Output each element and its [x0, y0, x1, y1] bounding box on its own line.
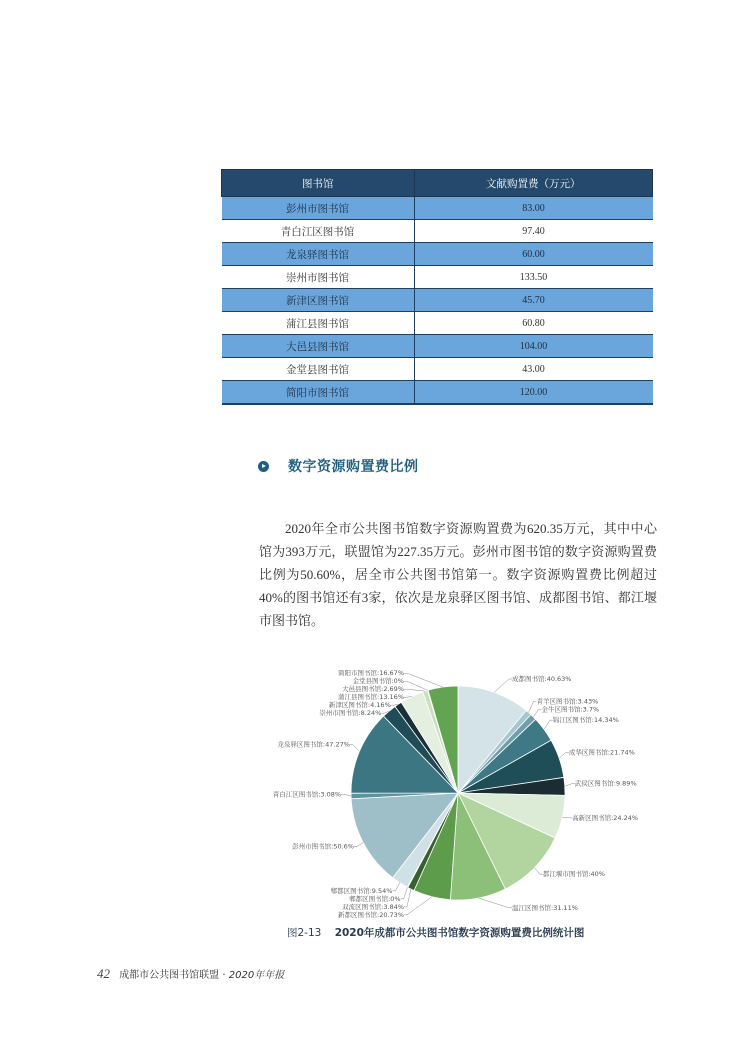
- data-label: 大邑县图书馆:2.69%: [342, 685, 404, 694]
- table-header-row: [222, 170, 653, 197]
- data-label: 青白江区图书馆:3.08%: [272, 790, 342, 799]
- leader-line: [404, 689, 425, 691]
- data-label: 新津区图书馆:4.16%: [328, 701, 391, 710]
- table-row: [222, 266, 653, 289]
- library-name-cell: 新津区图书馆: [222, 289, 415, 312]
- column-header-budget: 文献购置费（万元）: [414, 170, 653, 197]
- table-row: [222, 312, 653, 335]
- leader-line: [354, 843, 363, 847]
- pie-chart: [250, 670, 660, 920]
- data-label: 彭州市图书馆:50.6%: [292, 842, 354, 851]
- data-label: 郫都区图书馆:9.54%: [330, 886, 393, 895]
- leader-line: [350, 745, 360, 752]
- leader-line: [401, 887, 408, 898]
- library-name-cell: 金堂县图书馆: [222, 358, 415, 381]
- data-label: 都江堰市图书馆:40%: [542, 870, 605, 879]
- leader-line: [479, 898, 512, 908]
- body-paragraph: 2020年全市公共图书馆数字资源购置费为620.35万元，其中中心馆为393万元，联盟馆为227.35万元。彭州市图书馆的数字资源购置费比例为50.60%，居全市公共图书馆第一。数字资源购置费比例超过40%的图书馆还有3家，依次是龙泉驿区图书馆、成都图书馆、都江堰市图书馆。: [259, 521, 657, 628]
- leader-line: [565, 784, 575, 787]
- budget-value-cell: 104.00: [414, 335, 653, 358]
- budget-value-cell: 120.00: [414, 381, 653, 405]
- data-label: 高新区图书馆:24.24%: [572, 813, 639, 822]
- leader-line: [535, 868, 543, 874]
- footer-org: 成都市公共图书馆联盟: [119, 970, 220, 981]
- data-label: 武侯区图书馆:9.89%: [574, 779, 637, 788]
- footer-separator: ·: [222, 970, 226, 981]
- data-label: 蒲江县图书馆:13.16%: [338, 693, 404, 702]
- data-label: 锦江区图书馆:14.34%: [552, 716, 619, 725]
- data-label: 郫都区图书馆:0%: [349, 894, 401, 903]
- figure-caption: [287, 925, 584, 940]
- data-label: 青羊区图书馆:3.43%: [536, 697, 599, 706]
- figure-title: 2020年成都市公共图书馆数字资源购置费比例统计图: [334, 927, 585, 939]
- table-row: [222, 197, 653, 220]
- footer-year: 2020年年报: [228, 970, 285, 981]
- budget-table: [221, 169, 653, 405]
- table-row: [222, 220, 653, 243]
- leader-line: [533, 709, 541, 716]
- leader-line: [529, 701, 537, 712]
- data-label: 成都图书馆:40.63%: [512, 675, 572, 684]
- data-label: 崇州市图书馆:8.24%: [319, 709, 382, 718]
- library-name-cell: 蒲江县图书馆: [222, 312, 415, 335]
- data-label: 金堂县图书馆:0%: [352, 677, 404, 686]
- library-name-cell: 龙泉驿图书馆: [222, 243, 415, 266]
- library-name-cell: 彭州市图书馆: [222, 197, 415, 220]
- leader-line: [404, 897, 432, 915]
- leader-line: [562, 817, 572, 818]
- library-name-cell: 简阳市图书馆: [222, 381, 415, 405]
- table-row: [222, 243, 653, 266]
- data-label: 简阳市图书馆:16.67%: [338, 670, 404, 678]
- table-row: [222, 289, 653, 312]
- budget-value-cell: 83.00: [414, 197, 653, 220]
- section-header: [258, 456, 419, 476]
- data-label: 龙泉驿区图书馆:47.27%: [277, 740, 350, 749]
- data-label: 成华区图书馆:21.74%: [568, 748, 635, 757]
- data-label: 新都区图书馆:20.73%: [338, 910, 404, 919]
- leader-line: [341, 794, 351, 796]
- leader-line: [559, 752, 569, 758]
- budget-value-cell: 97.40: [414, 220, 653, 243]
- leader-line: [494, 679, 512, 692]
- page-number: 42: [97, 966, 110, 981]
- leader-line: [404, 889, 411, 907]
- budget-value-cell: 60.80: [414, 312, 653, 335]
- table-row: [222, 358, 653, 381]
- budget-value-cell: 133.50: [414, 266, 653, 289]
- data-label: 温江区图书馆:31.11%: [512, 903, 578, 912]
- budget-value-cell: 60.00: [414, 243, 653, 266]
- budget-value-cell: 43.00: [414, 358, 653, 381]
- play-circle-icon: [258, 461, 269, 472]
- table-row: [222, 381, 653, 405]
- leader-line: [544, 720, 553, 729]
- library-name-cell: 青白江区图书馆: [222, 220, 415, 243]
- leader-line: [392, 883, 399, 891]
- section-title: 数字资源购置费比例: [288, 459, 419, 475]
- data-label: 双流区图书馆:3.84%: [342, 902, 404, 911]
- library-name-cell: 崇州市图书馆: [222, 266, 415, 289]
- leader-line: [404, 673, 443, 687]
- page-footer: [97, 966, 284, 982]
- table-row: [222, 335, 653, 358]
- figure-number: 图2-13: [287, 927, 322, 939]
- library-name-cell: 大邑县图书馆: [222, 335, 415, 358]
- column-header-library: 图书馆: [222, 170, 415, 197]
- budget-value-cell: 45.70: [414, 289, 653, 312]
- leader-line: [404, 681, 428, 690]
- data-label: 金牛区图书馆:3.7%: [541, 705, 600, 714]
